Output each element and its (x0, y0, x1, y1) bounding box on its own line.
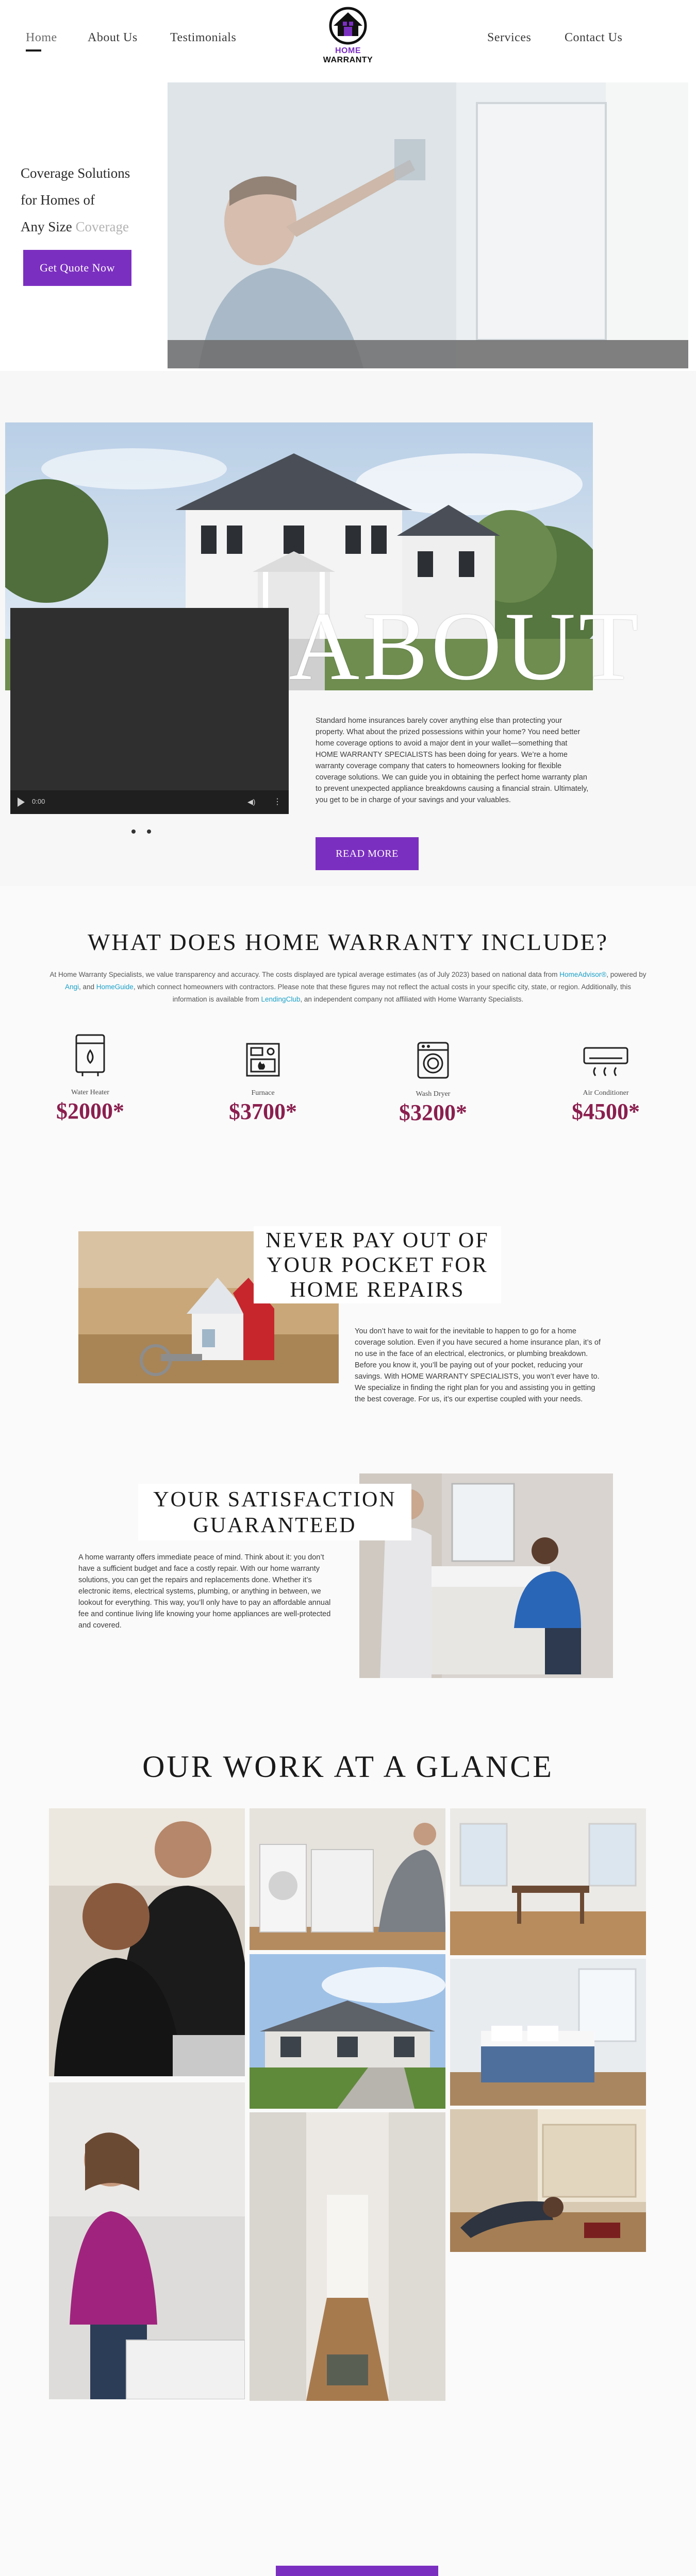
gallery-title: OUR WORK AT A GLANCE (142, 1750, 554, 1784)
never-pay-title-line-2: YOUR POCKET FOR (267, 1253, 488, 1277)
logo-text-home: HOME (335, 46, 361, 55)
air-conditioner-icon (582, 1046, 629, 1079)
about-video[interactable] (10, 608, 289, 814)
never-pay-title-line-3: HOME REPAIRS (290, 1278, 465, 1302)
link-lendingclub[interactable]: LendingClub (261, 995, 301, 1003)
nav-about-us[interactable]: About Us (88, 31, 138, 44)
hero-line-3 (21, 213, 130, 240)
nav-services[interactable]: Services (487, 31, 532, 44)
intro-text-e: , an independent company not affiliated with Home Warranty Specialists. (300, 995, 524, 1003)
slider-dot-2[interactable] (147, 829, 151, 834)
about-big-word: ABOUT (289, 592, 642, 701)
item-price: $2000* (56, 1098, 124, 1124)
item-label: Wash Dryer (416, 1090, 451, 1098)
hero-line-2: for Homes of (21, 192, 95, 208)
item-label: Furnace (251, 1089, 275, 1097)
link-homeguide[interactable]: HomeGuide (96, 983, 134, 991)
hero-section (0, 77, 696, 371)
item-label: Water Heater (71, 1089, 109, 1096)
gallery-tile-woman-washer[interactable] (49, 2082, 245, 2399)
hero-photo-technician (168, 82, 688, 368)
video-more-icon[interactable]: ⋮ (273, 798, 281, 806)
item-price: $4500* (572, 1099, 640, 1124)
furnace-icon (244, 1041, 282, 1079)
never-pay-title-line-1: NEVER PAY OUT OF (266, 1229, 489, 1252)
item-price: $3700* (229, 1099, 297, 1124)
include-item-air-conditioner (565, 1046, 647, 1125)
nav-testimonials[interactable]: Testimonials (170, 31, 237, 44)
about-paragraph: Standard home insurances barely cover anything else than protecting your property. What about the prized possessions within your home? You need better home coverage options to avoid a major dent in your wallet—something that HOME WARRANTY SPECIALISTS has been doing for years. We’re a home warranty coverage company that caters to homeowners looking for flexible coverage solutions. We can guide you in obtaining the perfect home warranty plan to prevent unexpected appliance breakdowns causing a financial strain. Ultimately, you get to be in charge of your savings and your valuables. (316, 717, 589, 804)
water-heater-icon (72, 1033, 108, 1077)
never-pay-section (0, 1175, 696, 1468)
never-pay-paragraph: You don’t have to wait for the inevitable to happen to go for a home coverage solution. Even if you have secured a home insurance plan, it’s of no use in the face of an electrical, electronics, or plumbing breakdown. Before you know it, you’ll be paying out of your pocket, reducing your savings. With HOME WARRANTY SPECIALISTS, you won’t ever have to. We specialize in finding the right plan for you and assisting you in getting the best coverage. For us, it’s our expertise coupled with your needs. (355, 1327, 601, 1403)
gallery-tile-hallway[interactable] (250, 2112, 445, 2401)
satisfaction-title-box (138, 1484, 411, 1540)
request-estimate-button[interactable] (276, 2566, 438, 2576)
read-more-button[interactable]: READ MORE (316, 837, 419, 870)
slider-dots (131, 827, 151, 836)
hero-line-3a: Any Size (21, 219, 72, 234)
gallery-tile-technicians-smiling[interactable] (49, 1808, 245, 2076)
satisfaction-paragraph: A home warranty offers immediate peace of mind. Think about it: you don’t have a sufficient budget and face a costly repair. With our home warranty solutions, you can get the repairs and replacements done. Whether it’s electronic items, electrical systems, plumbing, or anything in between, we lookout for everything. This way, you’ll only have to pay an affordable annual fee and continue living life knowing your home appliances are well-protected and covered. (78, 1553, 331, 1630)
intro-text-c: , and (78, 983, 96, 991)
gallery-tile-bedroom[interactable] (450, 1959, 646, 2106)
gallery-tile-house-exterior[interactable] (250, 1954, 445, 2109)
item-price: $3200* (399, 1100, 467, 1125)
video-time: 0:00 (32, 798, 45, 805)
include-item-wash-dryer (392, 1041, 474, 1126)
hero-line-1: Coverage Solutions (21, 165, 130, 181)
gallery-section (0, 1700, 696, 2576)
include-item-furnace (222, 1041, 304, 1125)
satisfaction-title-line-2: GUARANTEED (193, 1514, 357, 1537)
include-section (0, 886, 696, 1175)
intro-text-a: At Home Warranty Specialists, we value transparency and accuracy. The costs displayed are typical average estimates (as of July 2023) based on national data from (49, 971, 560, 978)
include-item-water-heater (49, 1033, 131, 1124)
site-header (0, 0, 696, 77)
gallery-tile-under-sink-repair[interactable] (450, 2109, 646, 2252)
about-section (0, 371, 696, 886)
include-intro (49, 969, 647, 1006)
link-homeadvisor[interactable]: HomeAdvisor® (559, 971, 607, 978)
nav-contact-us[interactable]: Contact Us (565, 31, 623, 44)
nav-home[interactable]: Home (26, 31, 57, 44)
header-logo[interactable] (309, 5, 387, 64)
satisfaction-title-line-1: YOUR SATISFACTION (153, 1488, 396, 1512)
link-angi[interactable]: Angi (64, 983, 79, 991)
slider-dot-1[interactable] (131, 829, 136, 834)
never-pay-title-box (254, 1226, 501, 1303)
hero-line-3b: Coverage (75, 219, 129, 234)
video-play-icon[interactable] (18, 798, 25, 807)
gallery-tile-dryer-repair[interactable] (250, 1808, 445, 1950)
video-controls (10, 790, 289, 814)
intro-text-b: , powered by (606, 971, 647, 978)
washer-dryer-icon (415, 1041, 451, 1080)
video-volume-icon[interactable]: ◀) (247, 798, 256, 806)
house-logo-icon (327, 5, 369, 45)
get-quote-button[interactable]: Get Quote Now (23, 250, 131, 286)
include-title: WHAT DOES HOME WARRANTY INCLUDE? (88, 929, 608, 955)
hero-text (21, 160, 130, 240)
item-label: Air Conditioner (583, 1089, 629, 1097)
satisfaction-section (0, 1468, 696, 1700)
logo-text-warranty: WARRANTY (323, 56, 373, 64)
gallery-tile-dining-room[interactable] (450, 1808, 646, 1955)
nav-active-underline (26, 49, 41, 52)
header-logo-text (309, 46, 387, 65)
intro-text-d: , which connect homeowners with contractors. Please note that these figures may not reflect the actual costs in your specific city, state, or region. Additionally, this information is available from (133, 983, 632, 1003)
